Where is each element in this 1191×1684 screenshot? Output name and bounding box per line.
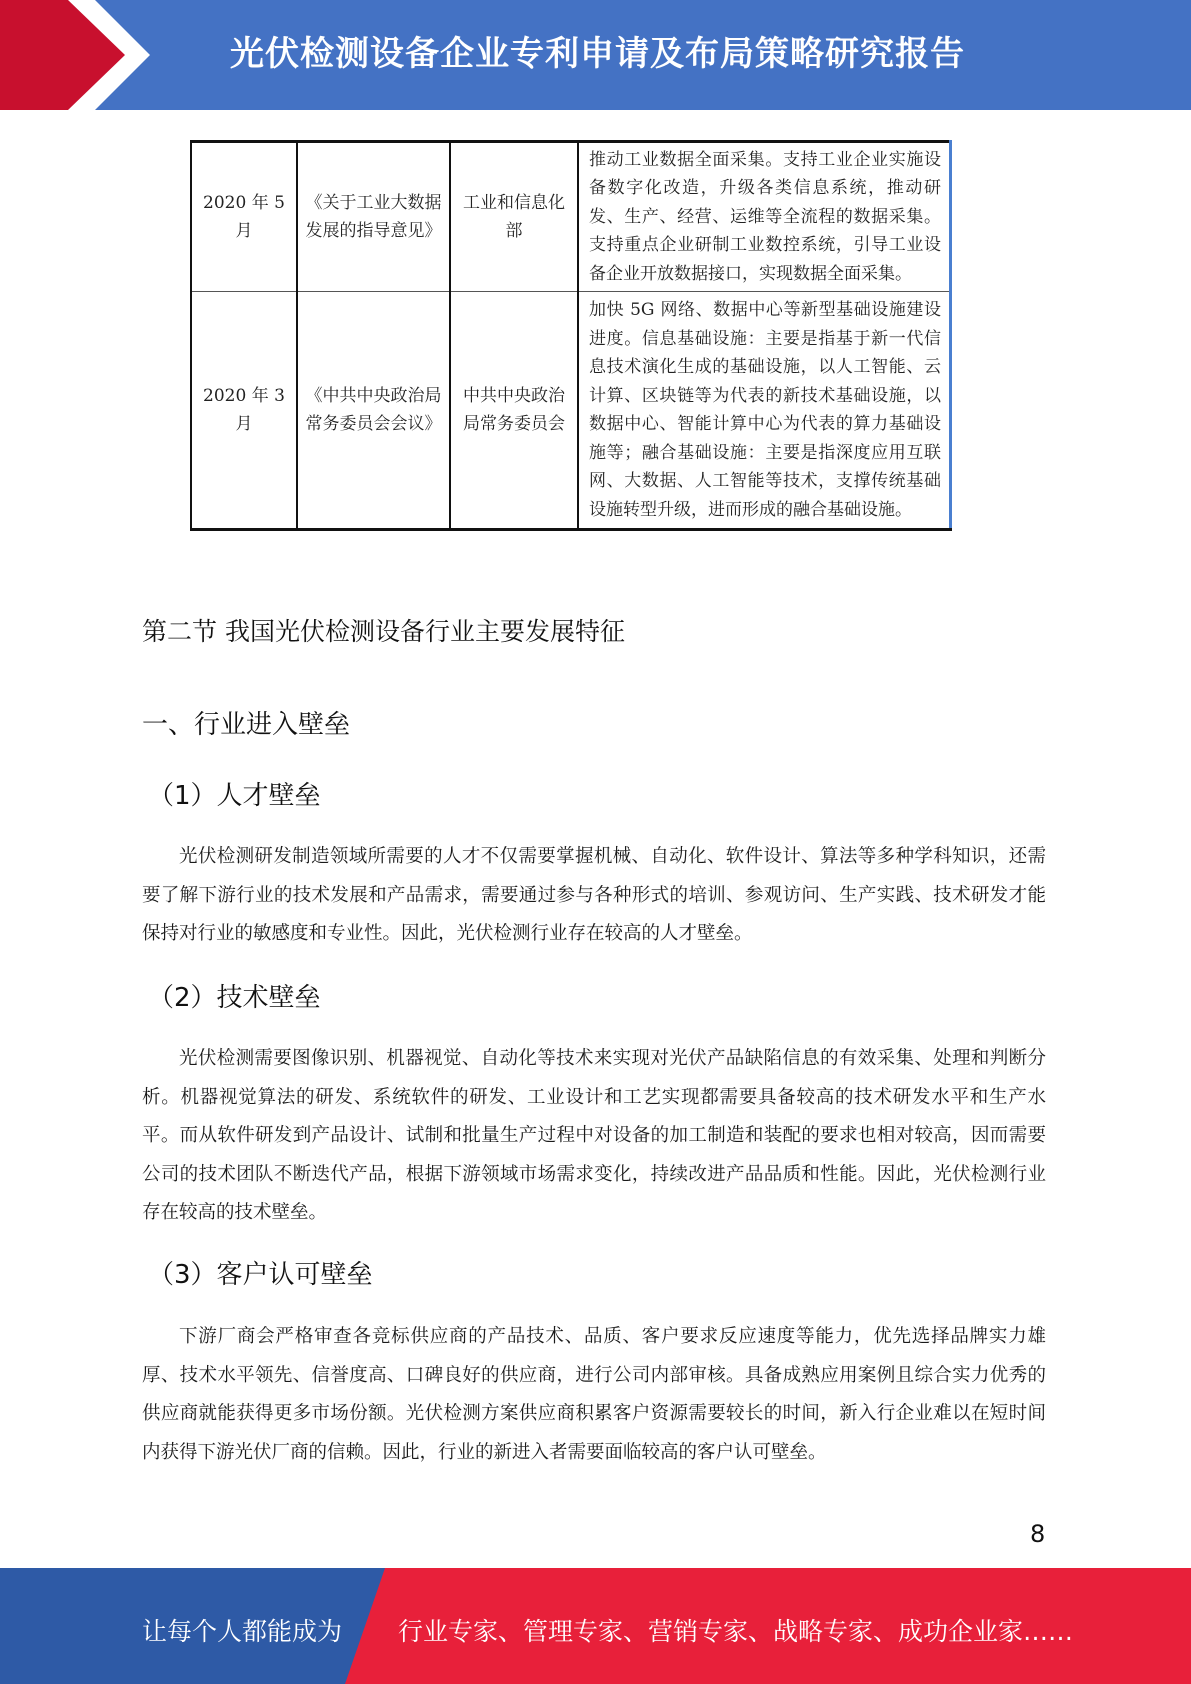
- page-number: 8: [1030, 1520, 1046, 1548]
- paragraph-customer: 下游厂商会严格审查各竞标供应商的产品技术、品质、客户要求反应速度等能力，优先选择品牌实力雄厚、技术水平领先、信誉度高、口碑良好的供应商，进行公司内部审核。具备成熟应用案例且综合实力优秀的供应商就能获得更多市场份额。光伏检测方案供应商积累客户资源需要较长的时间，新入行企业难以在短时间内获得下游光伏厂商的信赖。因此，行业的新进入者需要面临较高的客户认可壁垒。: [142, 1326, 1046, 1463]
- footer-slogan-right: 行业专家、管理专家、营销专家、战略专家、成功企业家……: [398, 1617, 1074, 1646]
- policy-date: 2020 年 3 月: [191, 292, 297, 530]
- policy-content: 加快 5G 网络、数据中心等新型基础设施建设进度。信息基础设施：主要是指基于新一代信息技术演化生成的基础设施，以人工智能、云计算、区块链等为代表的新技术基础设施，以数据中心、智能计算中心为代表的算力基础设施等；融合基础设施：主要是指深度应用互联网、大数据、人工智能等技术，支撑传统基础设施转型升级，进而形成的融合基础设施。: [578, 292, 951, 530]
- policy-date: 2020 年 5 月: [191, 142, 297, 292]
- paragraph-technology: 光伏检测需要图像识别、机器视觉、自动化等技术来实现对光伏产品缺陷信息的有效采集、处理和判断分析。机器视觉算法的研发、系统软件的研发、工业设计和工艺实现都需要具备较高的技术研发水平和生产水平。而从软件研发到产品设计、试制和批量生产过程中对设备的加工制造和装配的要求也相对较高，因而需要公司的技术团队不断迭代产品，根据下游领域市场需求变化，持续改进产品品质和性能。因此，光伏检测行业存在较高的技术壁垒。: [142, 1048, 1046, 1223]
- policy-issuer: 中共中央政治局常务委员会: [450, 292, 578, 530]
- policy-name: 《中共中央政治局常务委员会会议》: [297, 292, 450, 530]
- subsection-title: 一、行业进入壁垒: [142, 710, 351, 740]
- page-footer: [0, 1568, 1191, 1684]
- policy-issuer: 工业和信息化部: [450, 142, 578, 292]
- table-row: [191, 292, 951, 530]
- item-heading-technology: （2）技术壁垒: [148, 983, 321, 1013]
- paragraph-talent: 光伏检测研发制造领域所需要的人才不仅需要掌握机械、自动化、软件设计、算法等多种学科知识，还需要了解下游行业的技术发展和产品需求，需要通过参与各种形式的培训、参观访问、生产实践、技术研发才能保持对行业的敏感度和专业性。因此，光伏检测行业存在较高的人才壁垒。: [142, 846, 1046, 944]
- header-arrow-icon: [0, 0, 170, 110]
- policy-name: 《关于工业大数据发展的指导意见》: [297, 142, 450, 292]
- footer-slogan-left: 让每个人都能成为: [142, 1617, 343, 1646]
- item-heading-customer: （3）客户认可壁垒: [148, 1260, 373, 1290]
- page-header: [0, 0, 1191, 110]
- section-title: 第二节 我国光伏检测设备行业主要发展特征: [142, 617, 625, 646]
- policy-table: [190, 140, 952, 531]
- report-title: 光伏检测设备企业专利申请及布局策略研究报告: [230, 34, 965, 74]
- table-row: [191, 142, 951, 292]
- policy-content: 推动工业数据全面采集。支持工业企业实施设备数字化改造，升级各类信息系统，推动研发、生产、经营、运维等全流程的数据采集。支持重点企业研制工业数控系统，引导工业设备企业开放数据接口，实现数据全面采集。: [578, 142, 951, 292]
- item-heading-talent: （1）人才壁垒: [148, 781, 321, 811]
